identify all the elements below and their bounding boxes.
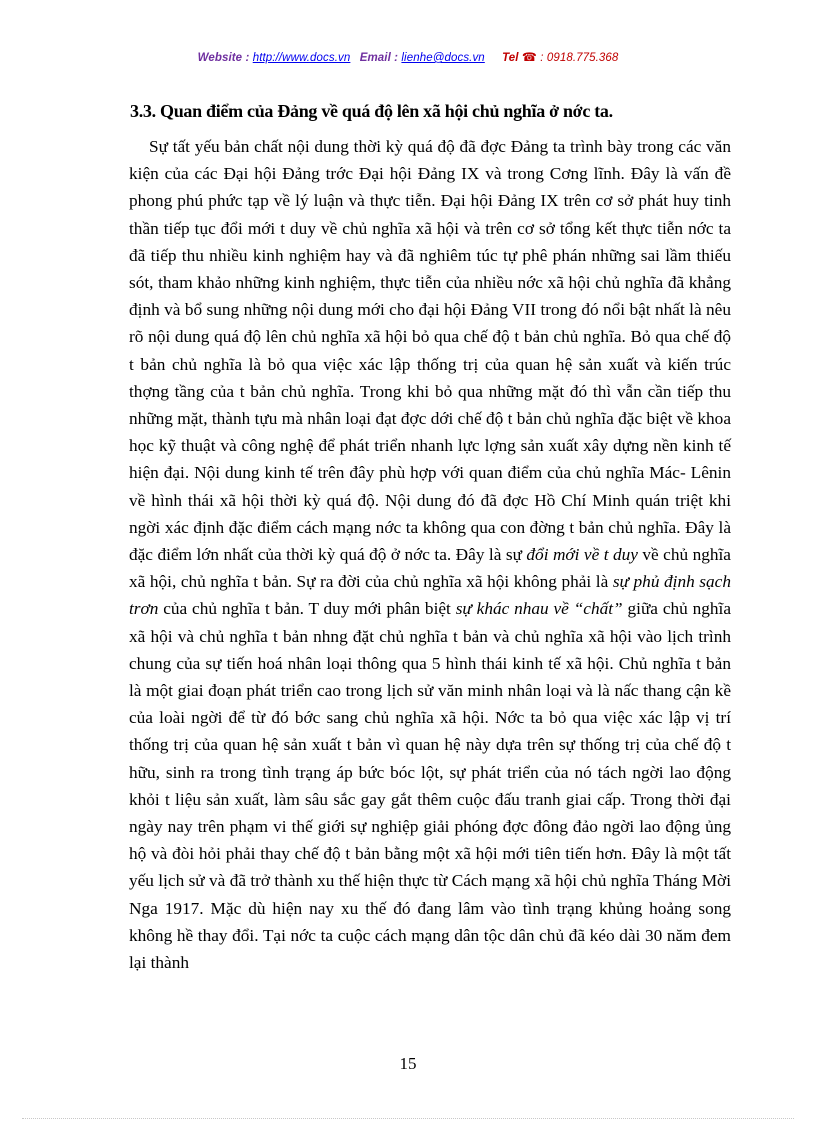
phone-icon: ☎: [521, 50, 537, 64]
tel-value: 0918.775.368: [546, 52, 619, 64]
website-separator: :: [242, 52, 253, 64]
body-text: [129, 133, 731, 976]
italic-phrase: sự phủ định sạch trơn: [129, 572, 731, 619]
italic-phrase: đổi mới về t duy: [526, 545, 638, 565]
email-separator: :: [390, 52, 402, 64]
text-segment: Sự tất yếu bản chất nội dung thời kỳ quá độ đã đợc Đảng ta trình bày trong các văn kiện của các Đại hội Đảng trớc Đại hội Đảng IX và trong Cơng lĩnh. Đây là vấn đề phong phú phức tạp về lý luận và thực tiễn. Đại hội Đảng IX trên cơ sở phát huy tinh thần tiếp tục đổi mới t duy về chủ nghĩa xã hội và trên cơ sở tổng kết thực tiễn nớc ta đã tiếp thu nhiều kinh nghiệm hay và đã nghiêm túc tự phê phán những sai lầm thiếu sót, tham khảo những kinh nghiệm, thực tiễn của nhiều nớc xã hội chủ nghĩa đã khẳng định và bổ sung những nội dung mới cho đại hội Đảng VII trong đó nổi bật nhất là nêu rõ nội dung quá độ lên chủ nghĩa xã hội bỏ qua chế độ t bản chủ nghĩa. Bỏ qua chế độ t bản chủ nghĩa là bỏ qua việc xác lập thống trị của quan hệ sản xuất và kiến trúc thợng tầng của t bản chủ nghĩa. Trong khi bỏ qua những mặt đó thì vẫn cần tiếp thu những mặt, thành tựu mà nhân loại đạt đợc dới chế độ t bản chủ nghĩa đặc biệt về khoa học kỹ thuật và công nghệ để phát triển nhanh lực lợng sản xuất xây dựng nền kinh tế hiện đại. Nội dung kinh tế trên đây phù hợp với quan điểm của chủ nghĩa Mác- Lênin về hình thái xã hội thời kỳ quá độ. Nội dung đó đã đợc Hồ Chí Minh quán triệt khi ngời xác định đặc điểm cách mạng nớc ta không qua con đờng t bản chủ nghĩa. Đây là đặc điểm lớn nhất của thời kỳ quá độ ở nớc ta. Đây là sự: [129, 137, 731, 565]
text-segment: giữa chủ nghĩa xã hội và chủ nghĩa t bản nhng đặt chủ nghĩa t bản và chủ nghĩa xã hội vào lịch trình chung của sự tiến hoá nhân loại thông qua 5 hình thái kinh tế xã hội. Chủ nghĩa t bản là một giai đoạn phát triển cao trong lịch sử văn minh nhân loại và là nấc thang cận kề của loài ngời để từ đó bớc sang chủ nghĩa xã hội. Nớc ta bỏ qua việc xác lập vị trí thống trị của quan hệ sản xuất t bản vì quan hệ này dựa trên sự thống trị của chế độ t hữu, sinh ra trong tình trạng áp bức bóc lột, sự phát triển của nó tách ngời lao động khỏi t liệu sản xuất, làm sâu sắc gay gắt thêm cuộc đấu tranh giai cấp. Trong thời đại ngày nay trên phạm vi thế giới sự nghiệp giải phóng đợc đông đảo ngời lao động ủng hộ và đòi hỏi phải thay chế độ t bản bằng một xã hội mới tiên tiến hơn. Đây là một tất yếu lịch sử và đã trở thành xu thế hiện thực từ Cách mạng xã hội chủ nghĩa Tháng Mời Nga 1917. Mặc dù hiện nay xu thế đó đang lâm vào tình trạng khủng hoảng song không hề thay đổi. Tại nớc ta cuộc cách mạng dân tộc dân chủ đã kéo dài 30 năm đem lại thành: [129, 599, 731, 973]
email-link[interactable]: lienhe@docs.vn: [401, 52, 485, 64]
page-header: [0, 50, 816, 64]
email-label: Email: [359, 52, 391, 64]
tel-separator: :: [536, 52, 547, 64]
tel-label: Tel: [502, 52, 519, 64]
page-bottom-divider: [22, 1118, 794, 1119]
page-number: 15: [399, 1054, 417, 1073]
section-title: 3.3. Quan điểm của Đảng về quá độ lên xã hội chủ nghĩa ở nớc ta.: [130, 101, 613, 121]
text-segment: của chủ nghĩa t bản. T duy mới phân biệt: [158, 599, 456, 619]
website-label: Website: [197, 52, 243, 64]
text-segment: về chủ nghĩa xã hội, chủ nghĩa t bản. Sự ra đời của chủ nghĩa xã hội không phải là: [129, 545, 731, 592]
italic-phrase: sự khác nhau về “chất”: [455, 599, 623, 619]
website-link[interactable]: http://www.docs.vn: [252, 52, 351, 64]
paragraph: [129, 133, 731, 976]
